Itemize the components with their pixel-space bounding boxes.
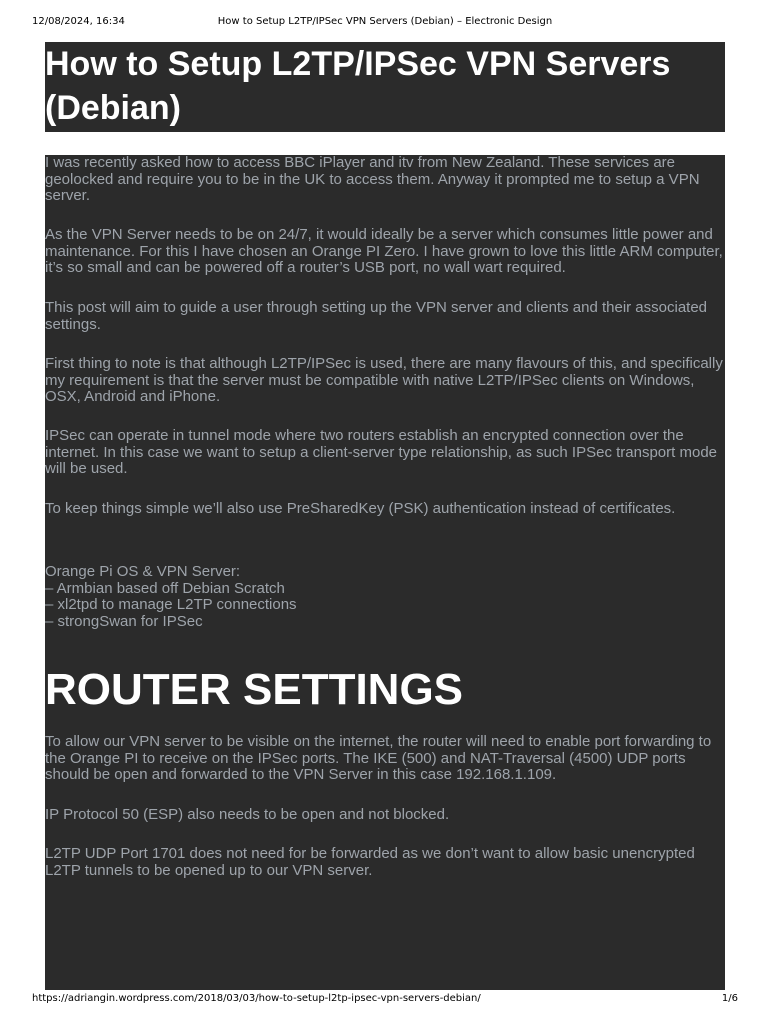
paragraph-server-choice: As the VPN Server needs to be on 24/7, it would ideally be a server which consumes little power and maintenance. For this I have chosen an Orange PI Zero. I have grown to love this little ARM computer, it’s so small and can be powered off a router’s USB port, no wall wart required. <box>45 226 723 276</box>
list-item: – xl2tpd to manage L2TP connections <box>45 596 297 613</box>
page-number: 1/6 <box>721 993 738 1004</box>
list-item: – strongSwan for IPSec <box>45 612 203 630</box>
paragraph-l2tp-port: L2TP UDP Port 1701 does not need for be forwarded as we don’t want to allow basic unencrypted L2TP tunnels to be opened up to our VPN server. <box>45 845 695 879</box>
paragraph-psk: To keep things simple we’ll also use PreSharedKey (PSK) authentication instead of certificates. <box>45 500 676 517</box>
print-url: https://adriangin.wordpress.com/2018/03/03/how-to-setup-l2tp-ipsec-vpn-servers-debian/ <box>32 993 481 1004</box>
components-list <box>45 564 729 630</box>
paragraph-post-aim: This post will aim to guide a user through setting up the VPN server and clients and their associated settings. <box>45 299 708 333</box>
print-header <box>32 16 738 30</box>
print-footer <box>32 993 738 1007</box>
paragraph-compatibility: First thing to note is that although L2TP/IPSec is used, there are many flavours of this, and specifically my requirement is that the server must be compatible with native L2TP/IPSec clients on Windows, OSX, Android and iPhone. <box>45 355 723 405</box>
article-title: How to Setup L2TP/IPSec VPN Servers (Debian) <box>45 45 671 127</box>
list-item: – Armbian based off Debian Scratch <box>45 579 285 597</box>
paragraph-port-forwarding: To allow our VPN server to be visible on the internet, the router will need to enable port forwarding to the Orange PI to receive on the IPSec ports. The IKE (500) and NAT-Traversal (4500) UDP ports should be open and forwarded to the VPN Server in this case 192.168.1.109. <box>45 733 712 783</box>
paragraph-transport-mode: IPSec can operate in tunnel mode where two routers establish an encrypted connection over the internet. In this case we want to setup a client-server type relationship, as such IPSec transport mode will be used. <box>45 427 718 477</box>
article-title-block <box>45 42 725 132</box>
print-page-title: How to Setup L2TP/IPSec VPN Servers (Debian) – Electronic Design <box>217 16 553 27</box>
paragraph-intro: I was recently asked how to access BBC iPlayer and itv from New Zealand. These services are geolocked and require you to be in the UK to access them. Anyway it prompted me to setup a VPN server. <box>45 154 700 204</box>
section-heading-router-settings: ROUTER SETTINGS <box>45 665 464 714</box>
article-body <box>45 155 725 990</box>
print-datetime: 12/08/2024, 16:34 <box>32 16 125 27</box>
components-heading: Orange Pi OS & VPN Server: <box>45 563 241 580</box>
paragraph-esp: IP Protocol 50 (ESP) also needs to be open and not blocked. <box>45 806 450 823</box>
